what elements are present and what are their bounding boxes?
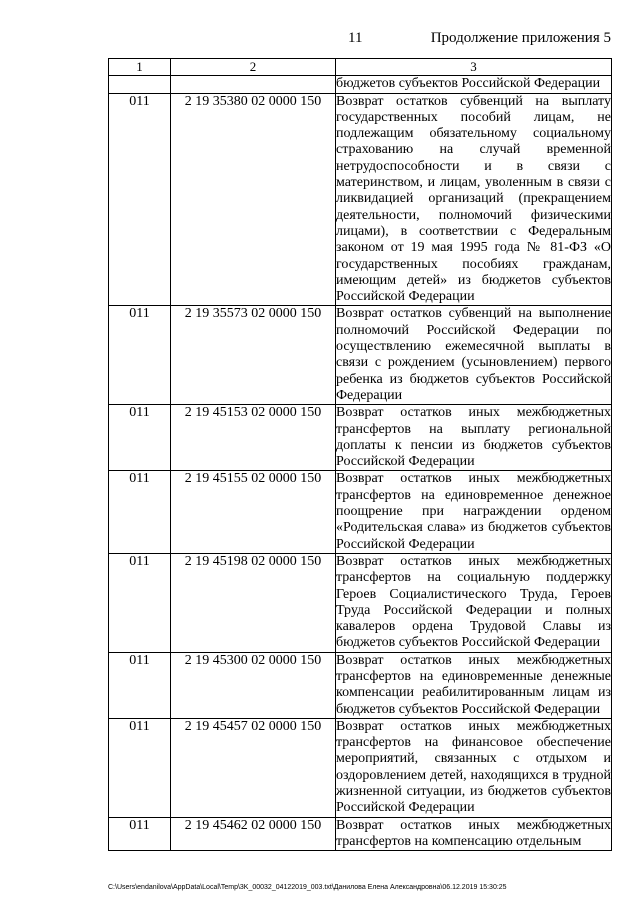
table-row <box>109 93 612 306</box>
empty-cell <box>171 76 336 93</box>
admin-code-cell: 011 <box>109 817 171 851</box>
column-number-3: 3 <box>336 59 612 76</box>
table-row <box>109 405 612 471</box>
description-cell: Возврат остатков субвенций на выполнение полномочий Российской Федерации по осуществлению ежемесячной выплаты в связи с рождением (усыновлением) первого ребенка из бюджетов субъектов Российской Федерации <box>336 306 611 403</box>
column-number-1: 1 <box>109 59 171 76</box>
description-cell: Возврат остатков иных межбюджетных трансфертов на выплату региональной доплаты к пенсии из бюджетов субъектов Российской Федерации <box>336 405 611 470</box>
budget-code-cell: 2 19 35380 02 0000 150 <box>171 93 336 306</box>
description-cell: Возврат остатков иных межбюджетных трансфертов на финансовое обеспечение мероприятий, связанных с отдыхом и оздоровлением детей, находящихся в трудной жизненной ситуации, из бюджетов субъектов Российской Федерации <box>336 718 611 816</box>
budget-codes-table <box>108 58 612 851</box>
budget-code-cell: 2 19 45155 02 0000 150 <box>171 471 336 553</box>
admin-code-cell: 011 <box>109 93 171 306</box>
budget-code-cell: 2 19 45153 02 0000 150 <box>171 405 336 471</box>
budget-code-cell: 2 19 45198 02 0000 150 <box>171 553 336 652</box>
admin-code-cell: 011 <box>109 306 171 405</box>
admin-code-cell: 011 <box>109 471 171 553</box>
column-number-row <box>109 59 612 76</box>
table-row <box>109 652 612 718</box>
admin-code-cell: 011 <box>109 718 171 817</box>
file-path-footer: C:\Users\endanilova\AppData\Local\Temp\3K_00032_04122019_003.txt\Данилова Елена Александровна\06.12.2019 15:30:25 <box>108 884 507 891</box>
table-row <box>109 306 612 405</box>
admin-code-cell: 011 <box>109 405 171 471</box>
description-cell: Возврат остатков субвенций на выплату государственных пособий лицам, не подлежащим обязательному социальному страхованию на случай временной нетрудоспособности и в связи с материнством, и лицам, уволенным в связи с ликвидацией организаций (прекращением деятельности, полномочий физическими лицами), в соответствии с Федеральным законом от 19 мая 1995 года № 81-ФЗ «О государственных пособиях гражданам, имеющим детей» из бюджетов субъектов Российской Федерации <box>336 93 611 305</box>
budget-code-cell: 2 19 45457 02 0000 150 <box>171 718 336 817</box>
empty-cell <box>109 76 171 93</box>
appendix-continuation-note: Продолжение приложения 5 <box>430 30 611 46</box>
budget-code-cell: 2 19 35573 02 0000 150 <box>171 306 336 405</box>
continuation-row <box>109 76 612 93</box>
description-cell: Возврат остатков иных межбюджетных трансфертов на социальную поддержку Героев Социалистического Труда, Героев Труда Российской Федерации и полных кавалеров ордена Трудовой Славы из бюджетов субъектов Российской Федерации <box>336 553 611 651</box>
continuation-text: бюджетов субъектов Российской Федерации <box>336 76 612 93</box>
table-row <box>109 553 612 652</box>
budget-code-cell: 2 19 45300 02 0000 150 <box>171 652 336 718</box>
page-number: 11 <box>348 30 363 46</box>
table-row <box>109 718 612 817</box>
description-cell: Возврат остатков иных межбюджетных трансфертов на компенсацию отдельным <box>336 817 611 849</box>
table-row <box>109 817 612 851</box>
description-cell: Возврат остатков иных межбюджетных трансфертов на единовременное денежное поощрение при награждении орденом «Родительская слава» из бюджетов субъектов Российской Федерации <box>336 471 611 552</box>
budget-code-cell: 2 19 45462 02 0000 150 <box>171 817 336 851</box>
table-row <box>109 471 612 553</box>
admin-code-cell: 011 <box>109 652 171 718</box>
column-number-2: 2 <box>171 59 336 76</box>
description-cell: Возврат остатков иных межбюджетных трансфертов на единовременные денежные компенсации реабилитированным лицам из бюджетов субъектов Российской Федерации <box>336 652 611 717</box>
admin-code-cell: 011 <box>109 553 171 652</box>
